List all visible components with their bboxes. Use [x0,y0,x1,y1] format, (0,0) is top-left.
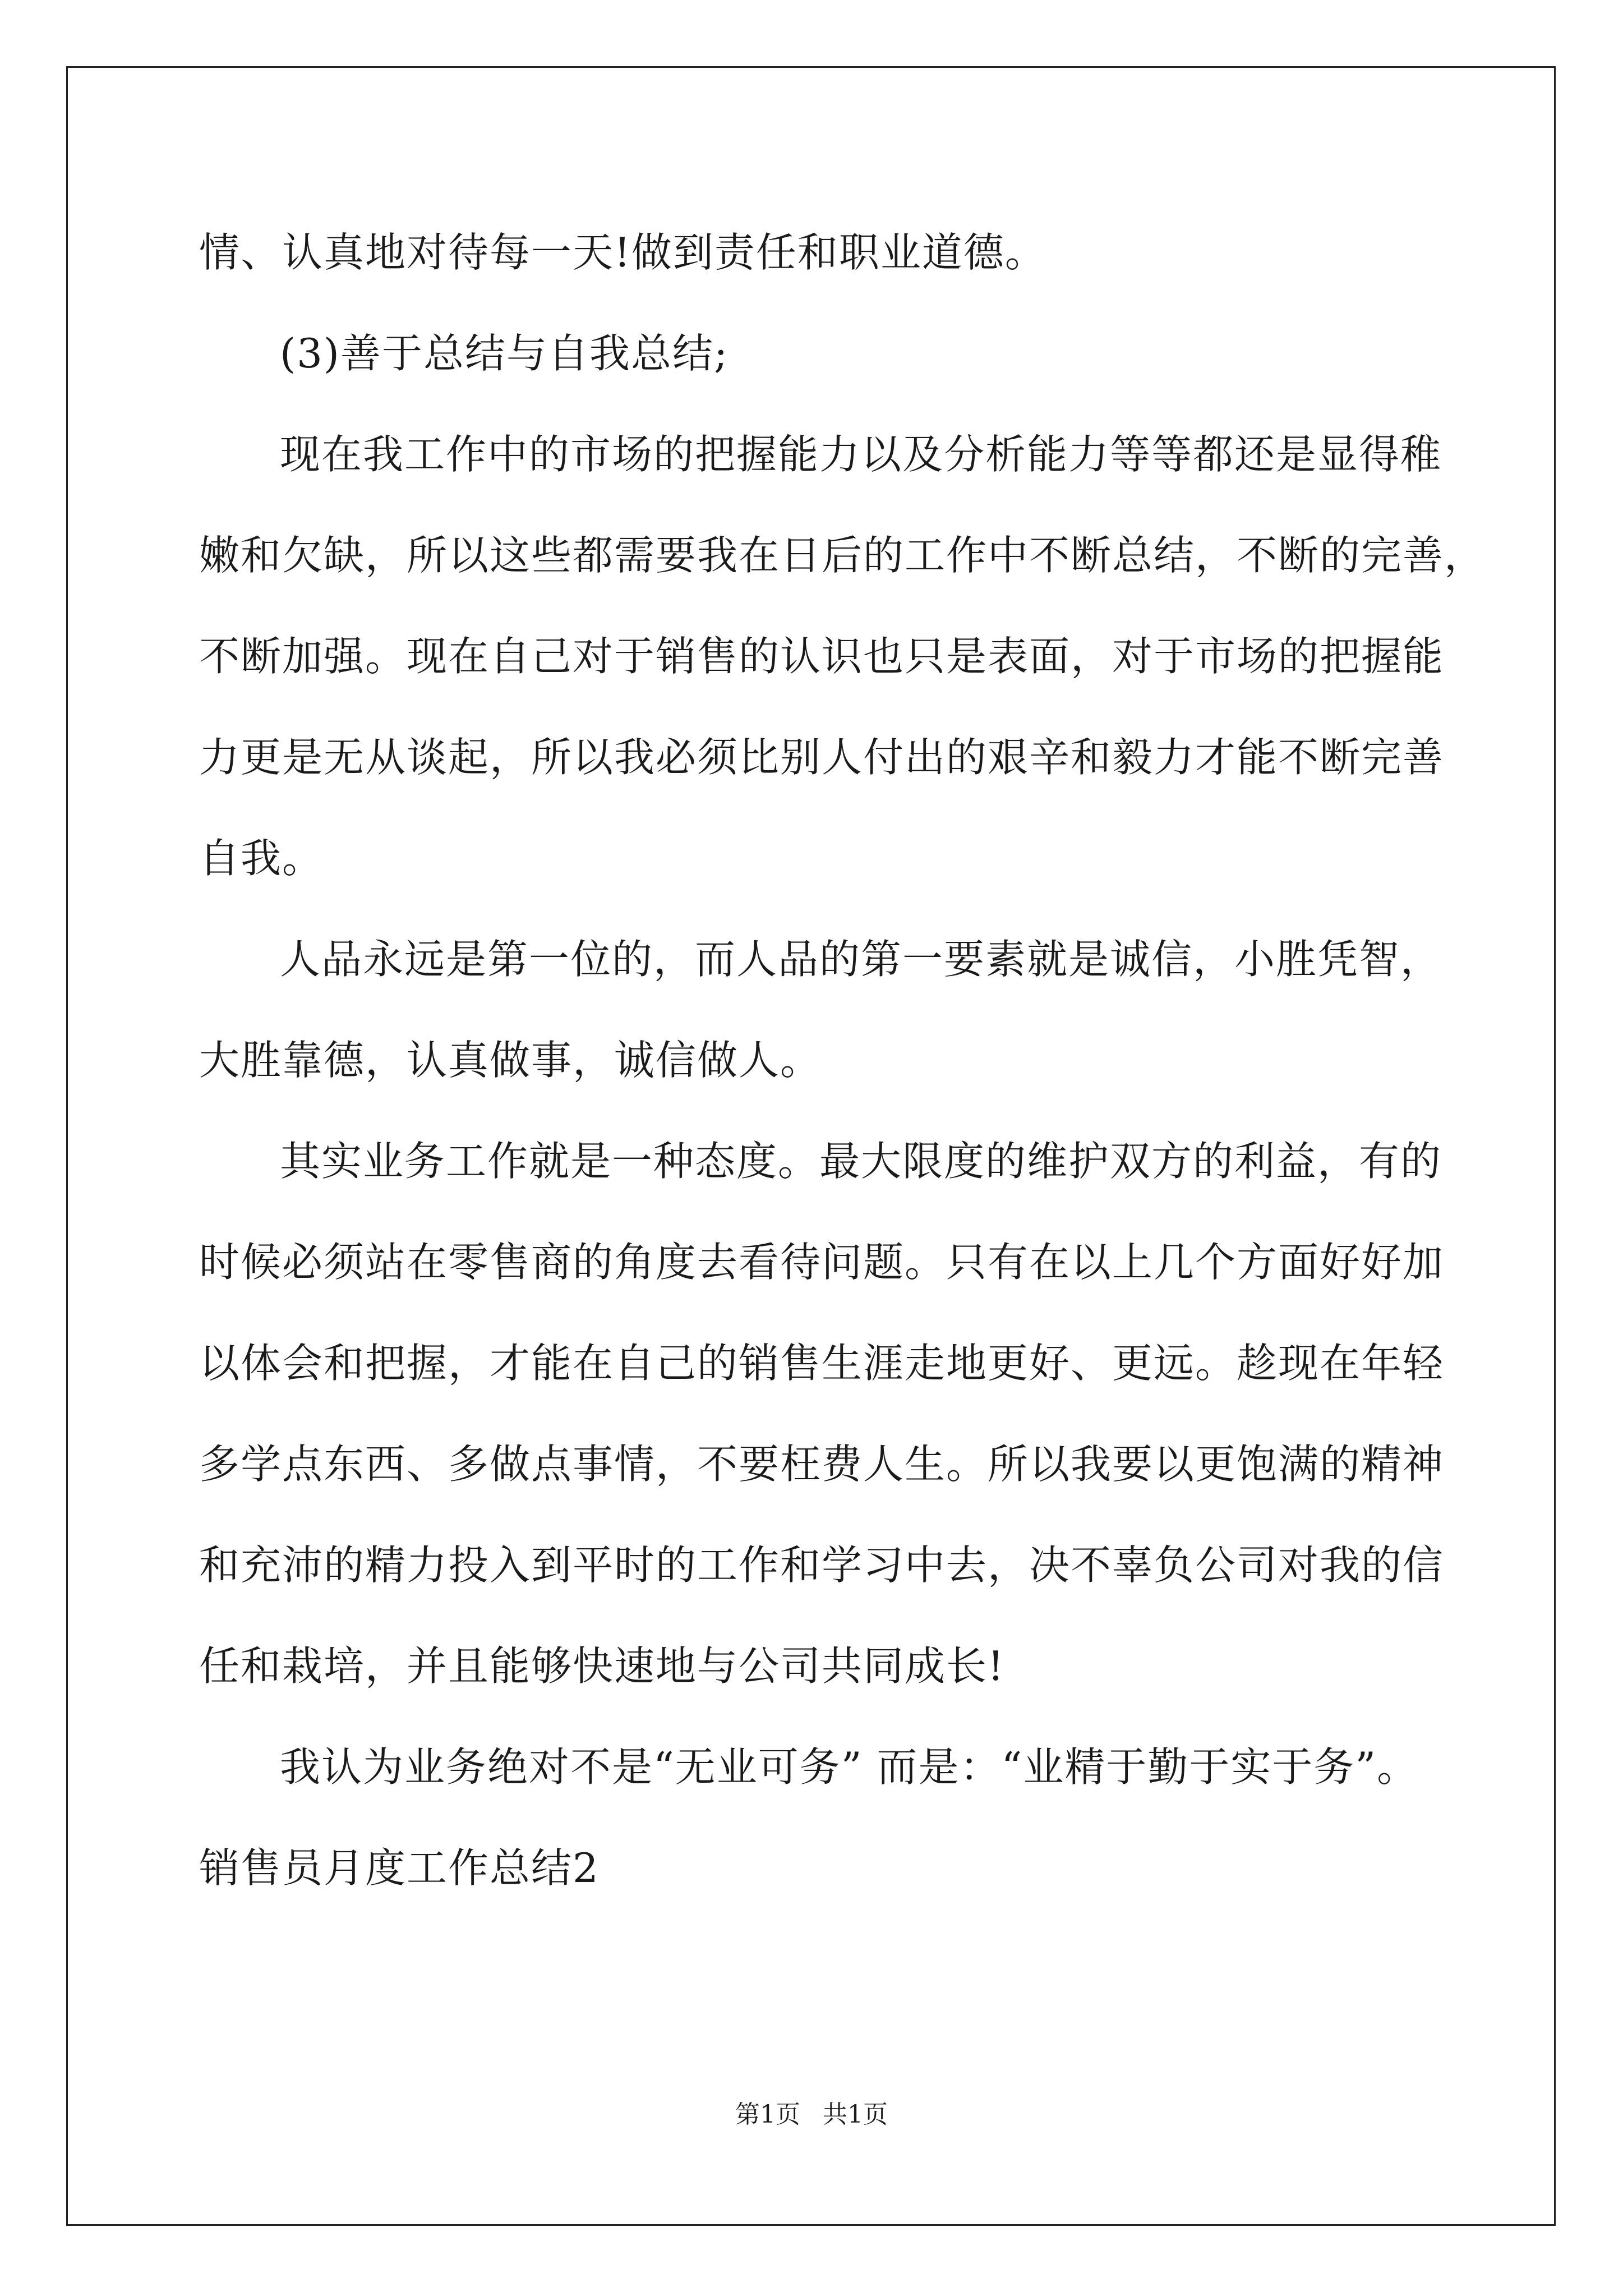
text-line: 多学点东西、多做点事情，不要枉费人生。所以我要以更饱满的精神 [199,1441,1445,1488]
page-number: 第1页 [735,2100,800,2129]
text-line: 我认为业务绝对不是“无业可务” 而是：“业精于勤于实于务”。 [280,1743,1419,1791]
page-total: 共1页 [823,2100,888,2129]
text-line: 任和栽培，并且能够快速地与公司共同成长! [199,1642,1005,1690]
text-line: 自我。 [199,835,324,882]
text-line: 以体会和把握，才能在自己的销售生涯走地更好、更远。趁现在年轻 [199,1340,1445,1387]
text-line: 不断加强。现在自己对于销售的认识也只是表面，对于市场的把握能 [199,633,1445,680]
text-line: (3)善于总结与自我总结; [280,330,729,377]
text-line: 现在我工作中的市场的把握能力以及分析能力等等都还是显得稚 [280,431,1442,478]
text-line: 情、认真地对待每一天!做到责任和职业道德。 [199,229,1046,276]
text-line: 人品永远是第一位的，而人品的第一要素就是诚信，小胜凭智， [280,936,1442,983]
text-line: 其实业务工作就是一种态度。最大限度的维护双方的利益，有的 [280,1138,1442,1185]
document-body [199,202,1486,1918]
page-footer [0,2098,1623,2132]
text-line: 力更是无从谈起，所以我必须比别人付出的艰辛和毅力才能不断完善 [199,734,1445,781]
text-line: 嫩和欠缺，所以这些都需要我在日后的工作中不断总结，不断的完善， [199,532,1486,579]
text-line: 和充沛的精力投入到平时的工作和学习中去，决不辜负公司对我的信 [199,1542,1445,1589]
text-line: 时候必须站在零售商的角度去看待问题。只有在以上几个方面好好加 [199,1239,1445,1286]
section-heading: 销售员月度工作总结2 [199,1844,600,1892]
text-line: 大胜靠德，认真做事，诚信做人。 [199,1037,822,1084]
